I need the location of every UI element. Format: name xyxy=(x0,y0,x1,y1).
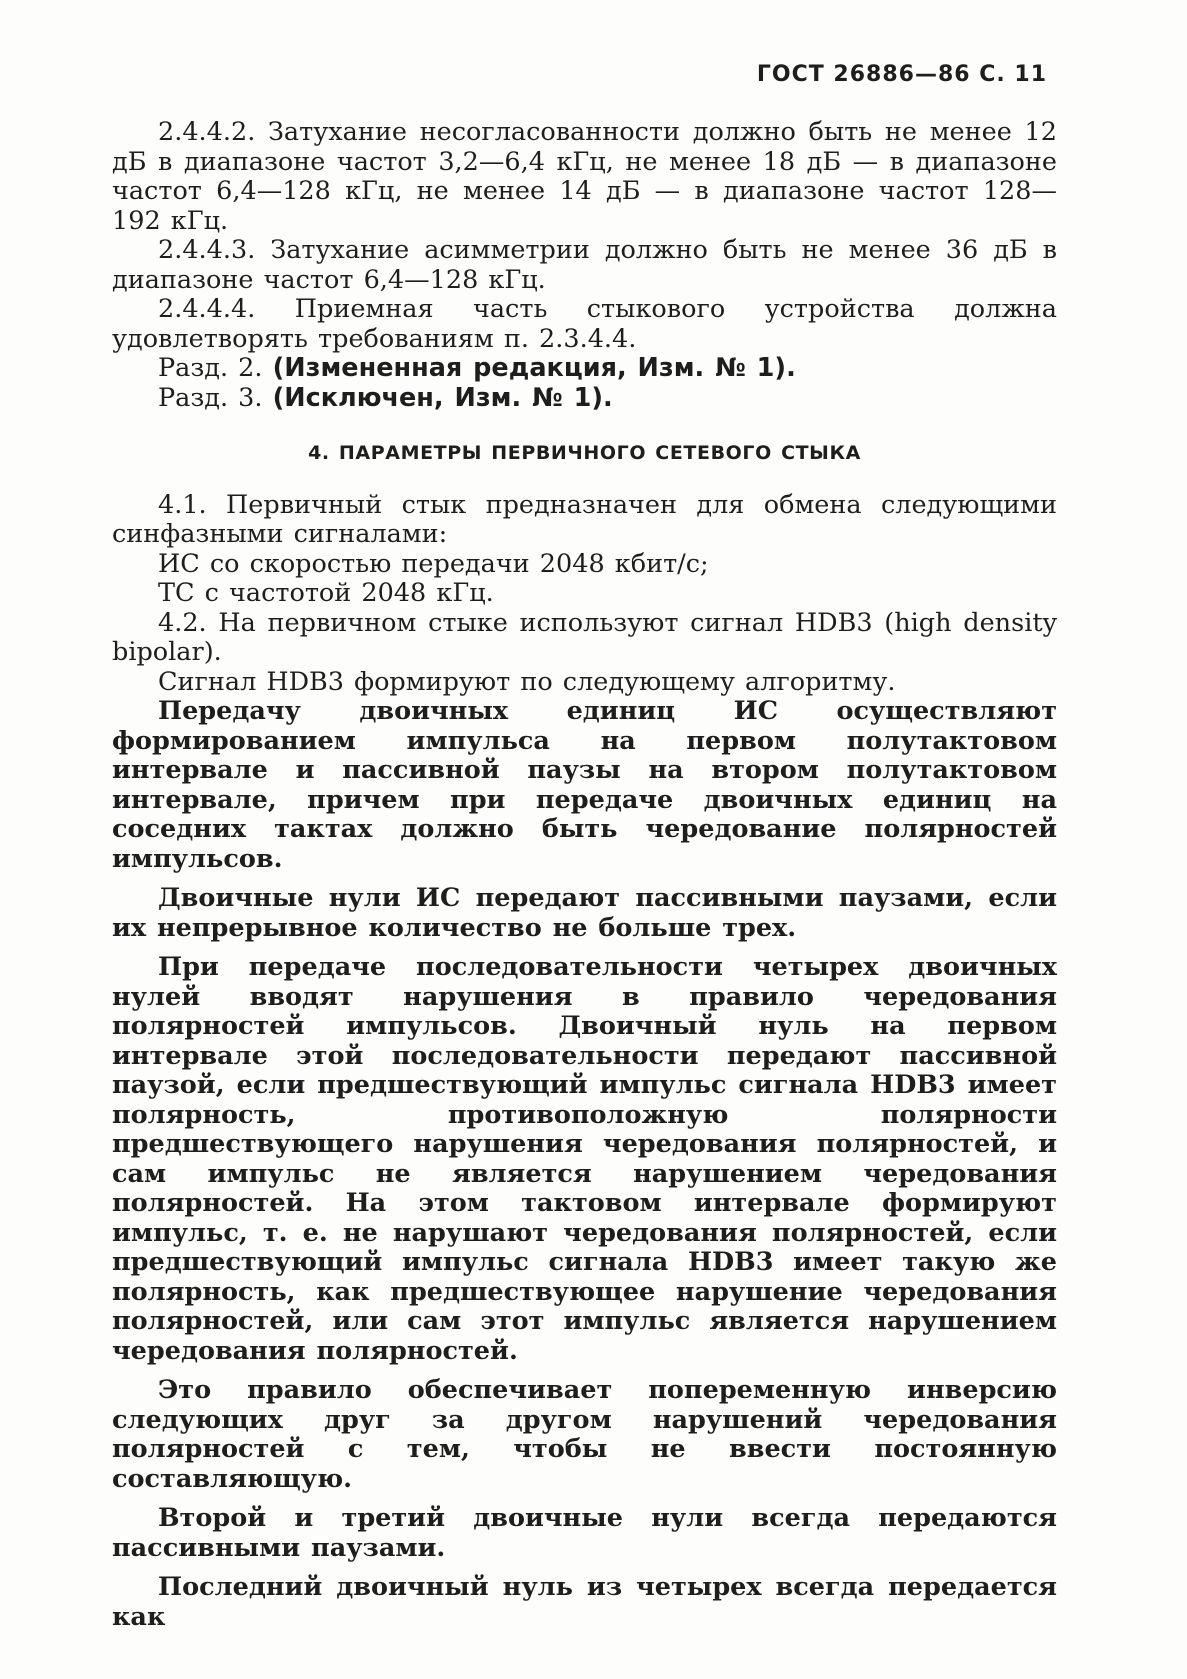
note-section-2 xyxy=(112,354,1057,384)
note-prefix: Разд. 2. xyxy=(158,353,263,383)
paragraph: Сигнал HDB3 формируют по следующему алгоритму. xyxy=(158,666,896,697)
paragraph: Двоичные нули ИС передают пассивными паузами, если их непрерывное количество не больше трех. xyxy=(112,883,1057,943)
paragraph-4-2: 4.2. На первичном стыке используют сигнал HDB3 (high density bipolar). xyxy=(112,607,1057,667)
section-heading: 4. ПАРАМЕТРЫ ПЕРВИЧНОГО СЕТЕВОГО СТЫКА xyxy=(308,442,861,464)
paragraph: Второй и третий двоичные нули всегда передаются пассивными паузами. xyxy=(112,1503,1057,1563)
note-prefix: Разд. 3. xyxy=(158,382,263,413)
list-item: ИС со скоростью передачи 2048 кбит/с; xyxy=(158,548,709,579)
note-amendment: (Исключен, Изм. № 1). xyxy=(272,382,613,413)
paragraph-4-1: 4.1. Первичный стык предназначен для обмена следующими синфазными сигналами: xyxy=(112,489,1057,549)
paragraph: При передаче последовательности четырех двоичных нулей вводят нарушения в правило чередования полярностей импульсов. Двоичный нуль на первом интервале этой последовательности передают пассивной паузой, если предшествующий импульс сигнала HDB3 имеет полярность, противоположную полярности предшествующего нарушения чередования полярностей, и сам импульс не является нарушением чередования полярностей. На этом тактовом интервале формируют импульс, т. е. не нарушают чередования полярностей, если предшествующий импульс сигнала HDB3 имеет такую же полярность, как предшествующее нарушение чередования полярностей, или сам этот импульс является нарушением чередования полярностей. xyxy=(112,952,1057,1366)
list-item: ТС с частотой 2048 кГц. xyxy=(158,578,494,608)
paragraph: Последний двоичный нуль из четырех всегда передается как xyxy=(112,1572,1057,1632)
document-body xyxy=(112,118,1057,1632)
paragraph-2-4-4-3: 2.4.4.3. Затухание асимметрии должно быть не менее 36 дБ в диапазоне частот 6,4—128 кГц. xyxy=(112,235,1057,295)
paragraph: Это правило обеспечивает попеременную инверсию следующих друг за другом нарушений чередования полярностей с тем, чтобы не ввести постоянную составляющую. xyxy=(112,1375,1057,1494)
page-header: ГОСТ 26886—86 С. 11 xyxy=(756,62,1047,87)
paragraph-2-4-4-4: 2.4.4.4. Приемная часть стыкового устройства должна удовлетворять требованиям п. 2.3.4.4. xyxy=(112,294,1057,354)
paragraph: Передачу двоичных единиц ИС осуществляют формированием импульса на первом полутактовом интервале и пассивной паузы на втором полутактовом интервале, причем при передаче двоичных единиц на соседних тактах должно быть чередование полярностей импульсов. xyxy=(112,696,1057,874)
paragraph-2-4-4-2: 2.4.4.2. Затухание несогласованности должно быть не менее 12 дБ в диапазоне частот 3,2—6,4 кГц, не менее 18 дБ — в диапазоне частот 6,4—128 кГц, не менее 14 дБ — в диапазоне частот 128—192 кГц. xyxy=(112,117,1057,236)
note-amendment: (Измененная редакция, Изм. № 1). xyxy=(272,353,796,383)
note-section-3 xyxy=(112,384,1057,414)
